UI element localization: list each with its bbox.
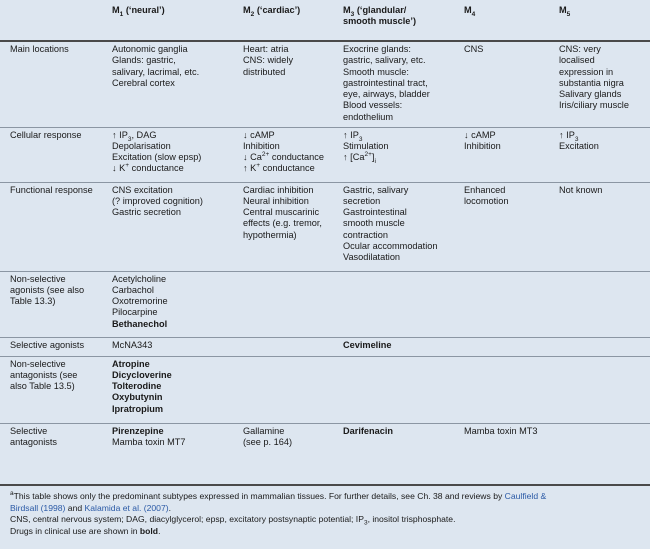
row-label: Functional response <box>0 182 106 271</box>
cell-m5: Not known <box>553 182 650 271</box>
cell-m1: Autonomic ganglia Glands: gastric, salivary, lacrimal, etc. Cerebral cortex <box>106 41 237 127</box>
footnote-scope: $^a$This table shows only the predominant subtypes expressed in mammalian tissues. For further details, see Ch. 38 and reviews by Caulfield & <box>10 490 547 501</box>
cell-m3: Cevimeline <box>337 337 458 356</box>
cell-m1: CNS excitation (? improved cognition) Gastric secretion <box>106 182 237 271</box>
cell-m3: Gastric, salivary secretion Gastrointestinal smooth muscle contraction Ocular accommodation Vasodilatation <box>337 182 458 271</box>
cell-m5: CNS: very localised expression in substantia nigra Salivary glands Iris/ciliary muscle <box>553 41 650 127</box>
cell-m2: Heart: atria CNS: widely distributed <box>237 41 337 127</box>
table-footnotes <box>0 484 650 537</box>
cell-m1: Acetylcholine Carbachol Oxotremorine Pilocarpine Bethanechol <box>106 271 237 337</box>
row-label: Main locations <box>0 41 106 127</box>
footnote-abbreviations: CNS, central nervous system; DAG, diacylglycerol; epsp, excitatory postsynaptic potential; $IP_3$, inositol trisphosphate. <box>10 514 456 527</box>
cell-m5: ↑ $IP_3$ Excitation <box>553 127 650 182</box>
row-label: Cellular response <box>0 127 106 182</box>
footnote-scope-cont: Birdsall (1998) and Kalamida et al. (2007). <box>10 502 171 513</box>
row-nonselective-antagonists <box>0 356 650 423</box>
row-functional-response <box>0 182 650 271</box>
row-label: Selective agonists <box>0 337 106 356</box>
cell-m2: ↓ cAMP Inhibition ↓ $Ca^{2+}$ conductance ↑ K+ conductance <box>237 127 337 182</box>
cell-m1: ↑ $IP_3$, DAG Depolarisation Excitation (slow epsp) ↓ K+ conductance <box>106 127 237 182</box>
cell-m1: McNA343 <box>106 337 237 356</box>
cell-m2 <box>237 337 337 356</box>
cell-m3: Darifenacin <box>343 425 394 436</box>
cell-m3: Exocrine glands: gastric, salivary, etc. Smooth muscle: gastrointestinal tract, eye, airways, bladder Blood vessels: endothelium <box>337 41 458 127</box>
reference-link-birdsall[interactable]: Birdsall (1998) <box>10 502 66 513</box>
reference-link-caulfield[interactable]: Caulfield & <box>504 491 547 501</box>
header-m1: $M_1$ (‘neural’) <box>106 0 237 41</box>
header-empty <box>0 0 106 41</box>
header-m4: $M_4$ <box>458 0 553 41</box>
cell-m2 <box>237 356 337 423</box>
row-label: Non-selective agonists (see also Table 13.3) <box>0 271 106 337</box>
cell-m5 <box>553 337 650 356</box>
row-selective-agonists <box>0 337 650 356</box>
cell-m2: Gallamine (see p. 164) <box>243 425 293 447</box>
row-label: Non-selective antagonists (see also Table 13.5) <box>0 356 106 423</box>
cell-m1: Atropine Dicycloverine Tolterodine Oxybutynin Ipratropium <box>106 356 237 423</box>
cell-m5 <box>553 271 650 337</box>
header-m3: $M_3$ (‘glandular/ smooth muscle’) <box>337 0 458 41</box>
header-m5: $M_5$ <box>553 0 650 41</box>
cell-m5 <box>553 423 650 459</box>
cell-m4: Enhanced locomotion <box>458 182 553 271</box>
header-m2: $M_2$ (‘cardiac’) <box>237 0 337 41</box>
cell-m2 <box>237 271 337 337</box>
cell-m2: Cardiac inhibition Neural inhibition Central muscarinic effects (e.g. tremor, hypothermia) <box>237 182 337 271</box>
cell-m4 <box>458 356 553 423</box>
cell-m3 <box>337 271 458 337</box>
row-selective-antagonists <box>0 423 650 459</box>
cell-m4 <box>458 337 553 356</box>
row-nonselective-agonists <box>0 271 650 337</box>
cell-m5 <box>553 356 650 423</box>
cell-m1: Pirenzepine Mamba toxin MT7 <box>112 425 186 447</box>
reference-link-kalamida[interactable]: Kalamida et al. (2007) <box>84 502 169 513</box>
cell-m4: CNS <box>458 41 553 127</box>
row-cellular-response <box>0 127 650 182</box>
cell-m4 <box>458 271 553 337</box>
cell-m3 <box>337 356 458 423</box>
cell-m3: ↑ $IP_3$ Stimulation ↑ $[Ca^{2+}]_i$ <box>337 127 458 182</box>
cell-m4: Mamba toxin MT3 <box>464 425 538 436</box>
cell-m4: ↓ cAMP Inhibition <box>458 127 553 182</box>
row-label: Selective antagonists <box>10 425 57 447</box>
header-row <box>0 0 650 41</box>
footnote-bold-note: Drugs in clinical use are shown in bold. <box>10 525 161 536</box>
row-main-locations <box>0 41 650 127</box>
